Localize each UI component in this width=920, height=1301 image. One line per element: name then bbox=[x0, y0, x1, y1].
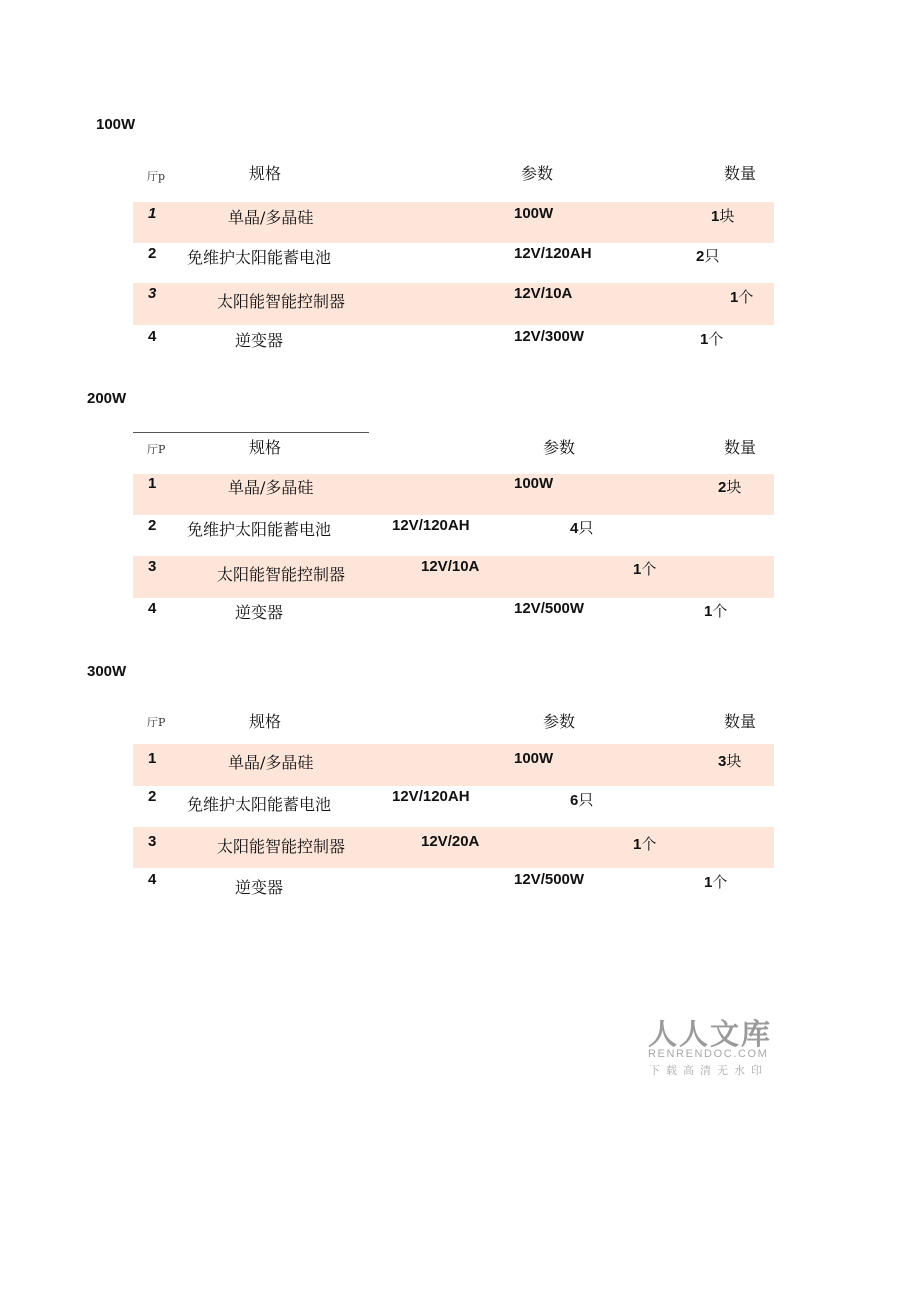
item-name: 免维护太阳能蓄电池 bbox=[187, 795, 332, 814]
header-spec: 规格 bbox=[249, 164, 282, 183]
header-qty: 数量 bbox=[724, 438, 757, 457]
item-param: 12V/10A bbox=[421, 558, 480, 575]
item-name: 逆变器 bbox=[235, 331, 284, 350]
item-param: 12V/10A bbox=[514, 285, 573, 302]
item-name: 单晶/多晶硅 bbox=[228, 753, 314, 772]
item-name: 逆变器 bbox=[235, 603, 284, 622]
item-name: 太阳能智能控制器 bbox=[217, 837, 346, 856]
row-number: 1 bbox=[148, 205, 157, 222]
header-qty: 数量 bbox=[724, 164, 757, 183]
item-qty: 4只 bbox=[570, 519, 594, 537]
row-number: 1 bbox=[148, 750, 157, 767]
item-param: 12V/20A bbox=[421, 833, 480, 850]
row-number: 3 bbox=[148, 285, 157, 302]
row-number: 1 bbox=[148, 475, 157, 492]
item-param: 100W bbox=[514, 475, 554, 492]
row-number: 2 bbox=[148, 245, 157, 262]
watermark-tagline: 下载高清无水印 bbox=[649, 1064, 768, 1077]
item-qty: 1个 bbox=[633, 560, 657, 578]
item-name: 免维护太阳能蓄电池 bbox=[187, 520, 332, 539]
row-number: 3 bbox=[148, 833, 157, 850]
header-param: 参数 bbox=[543, 712, 576, 731]
item-qty: 1个 bbox=[700, 330, 724, 348]
item-name: 免维护太阳能蓄电池 bbox=[187, 248, 332, 267]
item-param: 12V/120AH bbox=[392, 517, 470, 534]
divider-line bbox=[133, 432, 369, 433]
item-name: 逆变器 bbox=[235, 878, 284, 897]
row-number: 2 bbox=[148, 517, 157, 534]
header-param: 参数 bbox=[521, 164, 554, 183]
section-title-300w: 300W bbox=[87, 663, 127, 680]
row-number: 4 bbox=[148, 328, 157, 345]
item-param: 12V/300W bbox=[514, 328, 585, 345]
item-name: 太阳能智能控制器 bbox=[217, 292, 346, 311]
item-param: 100W bbox=[514, 750, 554, 767]
header-no: 厅P bbox=[147, 443, 166, 456]
item-param: 12V/120AH bbox=[514, 245, 592, 262]
row-number: 4 bbox=[148, 600, 157, 617]
item-name: 太阳能智能控制器 bbox=[217, 565, 346, 584]
item-name: 单晶/多晶硅 bbox=[228, 208, 314, 227]
watermark-brand: 人人文库 bbox=[648, 1017, 773, 1051]
item-param: 12V/500W bbox=[514, 600, 585, 617]
item-param: 100W bbox=[514, 205, 554, 222]
item-qty: 1个 bbox=[704, 602, 728, 620]
section-title-200w: 200W bbox=[87, 390, 127, 407]
row-number: 3 bbox=[148, 558, 157, 575]
item-qty: 3块 bbox=[718, 752, 742, 770]
header-spec: 规格 bbox=[249, 712, 282, 731]
row-number: 4 bbox=[148, 871, 157, 888]
item-param: 12V/120AH bbox=[392, 788, 470, 805]
item-qty: 1个 bbox=[704, 873, 728, 891]
watermark-domain: RENRENDOC.COM bbox=[648, 1048, 769, 1060]
header-param: 参数 bbox=[543, 438, 576, 457]
item-qty: 6只 bbox=[570, 791, 594, 809]
row-number: 2 bbox=[148, 788, 157, 805]
item-param: 12V/500W bbox=[514, 871, 585, 888]
item-qty: 2只 bbox=[696, 247, 720, 265]
header-qty: 数量 bbox=[724, 712, 757, 731]
section-title-100w: 100W bbox=[96, 116, 136, 133]
header-no: 厅P bbox=[147, 716, 166, 729]
header-spec: 规格 bbox=[249, 438, 282, 457]
item-qty: 2块 bbox=[718, 478, 742, 496]
item-qty: 1个 bbox=[633, 835, 657, 853]
item-qty: 1块 bbox=[711, 207, 735, 225]
item-qty: 1个 bbox=[730, 288, 754, 306]
header-no: 厅p bbox=[147, 170, 166, 183]
item-name: 单晶/多晶硅 bbox=[228, 478, 314, 497]
